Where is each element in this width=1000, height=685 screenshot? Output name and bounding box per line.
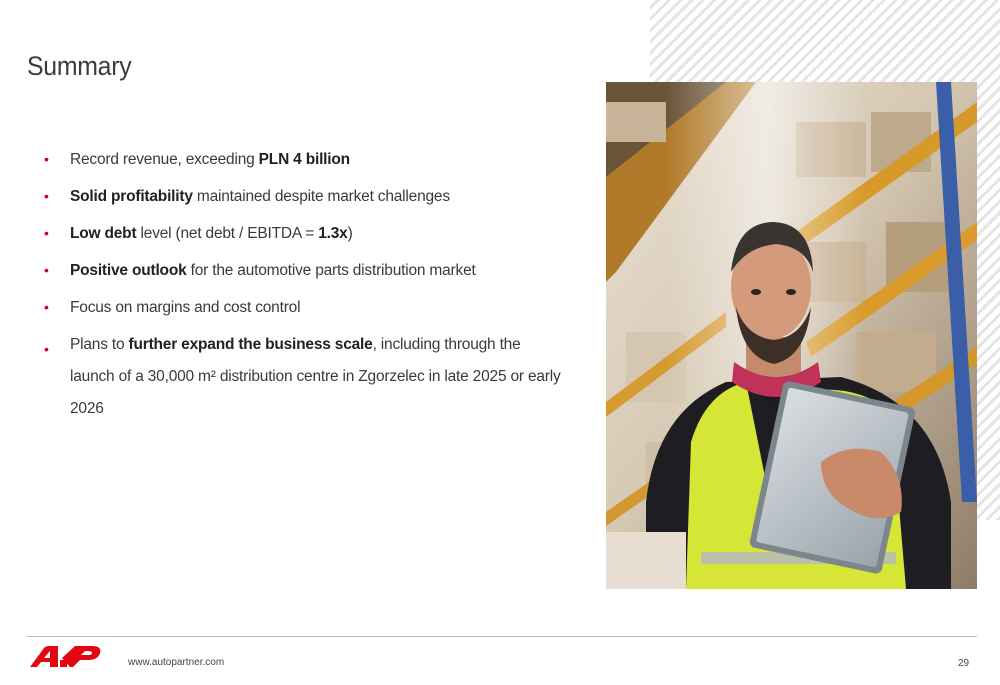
bullet-text: level (net debt / EBITDA =	[136, 225, 319, 242]
footer-website-link[interactable]: www.autopartner.com	[128, 657, 225, 668]
bullet-item-revenue	[44, 148, 564, 171]
warehouse-illustration	[606, 82, 977, 589]
bullet-item-margins	[44, 296, 564, 319]
bullet-text: maintained despite market challenges	[192, 188, 450, 205]
bullet-item-outlook	[44, 259, 564, 282]
bullet-text: , including through the launch of a 30,000 m² distribution centre in Zgorzelec in late 2025 or early 2026	[70, 336, 561, 417]
footer-divider	[27, 636, 977, 637]
bullet-icon: •	[44, 188, 49, 204]
bullet-text: Focus on margins and cost control	[70, 299, 301, 316]
bullet-item-profitability	[44, 185, 564, 208]
bullet-icon: •	[44, 341, 49, 357]
bullet-text: )	[347, 225, 353, 242]
bullet-icon: •	[44, 262, 49, 278]
bullet-icon: •	[44, 299, 49, 315]
bullet-bold-text: Solid profitability	[70, 188, 193, 205]
bullet-bold-text: further expand the business scale	[128, 336, 373, 353]
bullet-text: for the automotive parts distribution market	[186, 262, 476, 279]
page-number: 29	[958, 658, 970, 669]
bullet-bold-text: Positive outlook	[70, 262, 187, 279]
bullet-bold-text: 1.3x	[318, 225, 348, 242]
ap-logo-icon	[30, 646, 102, 668]
page-title: Summary	[27, 51, 132, 82]
bullet-text: Plans to	[70, 336, 129, 353]
bullet-item-expansion	[44, 329, 564, 425]
bullet-item-debt	[44, 222, 564, 245]
bullet-list	[44, 148, 564, 439]
bullet-icon: •	[44, 151, 49, 167]
warehouse-worker-photo	[606, 82, 977, 589]
bullet-icon: •	[44, 225, 49, 241]
autopartner-logo	[30, 646, 102, 673]
bullet-text: Record revenue, exceeding	[70, 151, 259, 168]
bullet-bold-text: PLN 4 billion	[258, 151, 350, 168]
bullet-bold-text: Low debt	[70, 225, 137, 242]
